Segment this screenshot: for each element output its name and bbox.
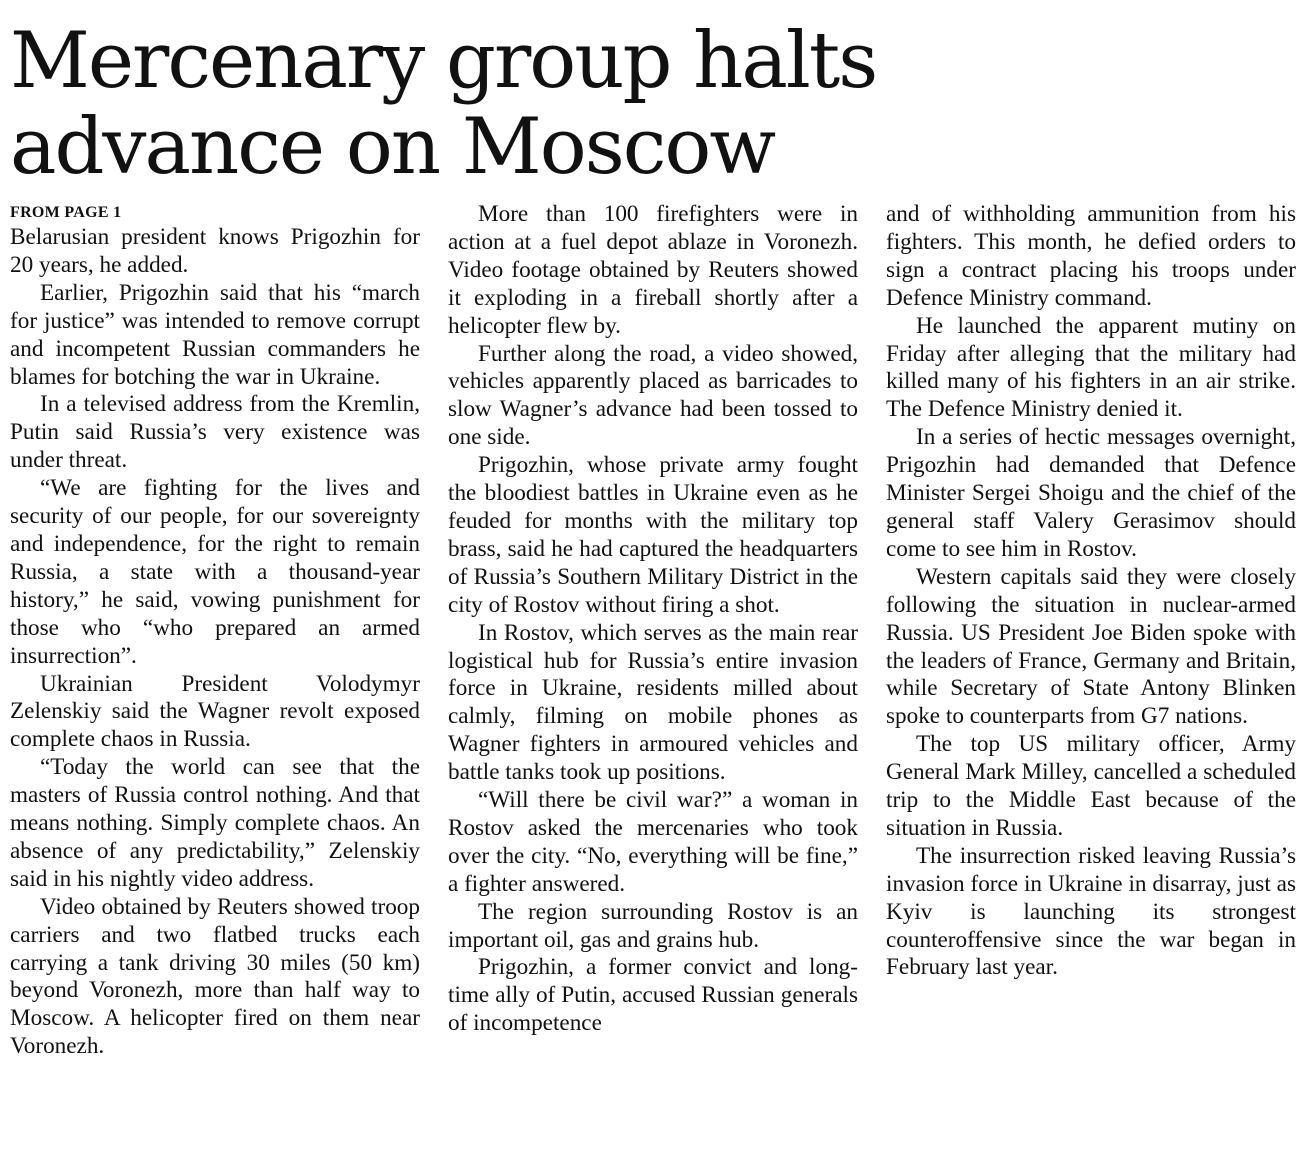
- article-column-1: [10, 202, 420, 1061]
- paragraph: Prigozhin, whose private army fought the bloodiest battles in Ukraine even as he feuded for months with the military top brass, said he had captured the headquarters of Russia’s Southern Military District in the city of Rostov without firing a shot.: [448, 452, 858, 618]
- paragraph: and of withholding ammunition from his fighters. This month, he defied orders to sign a contract placing his troops under Defence Ministry command.: [886, 201, 1296, 311]
- paragraph: “Will there be civil war?” a woman in Rostov asked the mercenaries who took over the city. “No, everything will be fine,” a fighter answered.: [448, 787, 858, 897]
- paragraph: Prigozhin, a former convict and long-time ally of Putin, accused Russian generals of incompetence: [448, 954, 858, 1037]
- paragraph: “We are fighting for the lives and security of our people, for our sovereignty and independence, for the right to remain Russia, a state with a thousand-year history,” he said, vowing punishment for those who “who prepared an armed insurrection”.: [10, 475, 420, 669]
- paragraph: In Rostov, which serves as the main rear logistical hub for Russia’s entire invasion force in Ukraine, residents milled about calmly, filming on mobile phones as Wagner fighters in armoured vehicles and battle tanks took up positions.: [448, 619, 858, 786]
- paragraph: He launched the apparent mutiny on Friday after alleging that the military had killed many of his fighters in an air strike. The Defence Ministry denied it.: [886, 312, 1296, 423]
- paragraph: In a series of hectic messages overnight, Prigozhin had demanded that Defence Minister Sergei Shoigu and the chief of the general staff Valery Gerasimov should come to see him in Rostov.: [886, 424, 1296, 562]
- paragraph: In a televised address from the Kremlin, Putin said Russia’s very existence was under threat.: [10, 391, 420, 474]
- continued-from-kicker: FROM PAGE 1: [10, 204, 122, 221]
- headline: [10, 18, 1300, 190]
- headline-line-2: advance on Moscow: [10, 102, 775, 192]
- paragraph: Earlier, Prigozhin said that his “march for justice” was intended to remove corrupt and incompetent Russian commanders he blames for botching the war in Ukraine.: [10, 279, 420, 390]
- paragraph: The top US military officer, Army General Mark Milley, cancelled a scheduled trip to the Middle East because of the situation in Russia.: [886, 731, 1296, 841]
- paragraph: Western capitals said they were closely following the situation in nuclear-armed Russia. US President Joe Biden spoke with the leaders of France, Germany and Britain, while Secretary of State Antony Blinken spoke to counterparts from G7 nations.: [886, 563, 1296, 730]
- paragraph: Belarusian president knows Prigozhin for 20 years, he added.: [10, 224, 420, 278]
- headline-line-1: Mercenary group halts: [10, 16, 877, 106]
- article-column-3: [886, 201, 1296, 982]
- paragraph: The insurrection risked leaving Russia’s invasion force in Ukraine in disarray, just as Kyiv is launching its strongest counteroffensive since the war began in February last year.: [886, 842, 1296, 981]
- paragraph: More than 100 firefighters were in action at a fuel depot ablaze in Voronezh. Video footage obtained by Reuters showed it exploding in a fireball shortly after a helicopter flew by.: [448, 201, 858, 339]
- paragraph: Ukrainian President Volodymyr Zelenskiy said the Wagner revolt exposed complete chaos in Russia.: [10, 670, 420, 753]
- paragraph: The region surrounding Rostov is an important oil, gas and grains hub.: [448, 898, 858, 953]
- paragraph: Video obtained by Reuters showed troop carriers and two flatbed trucks each carrying a tank driving 30 miles (50 km) beyond Voronezh, more than half way to Moscow. A helicopter fired on them near Voronezh.: [10, 893, 420, 1060]
- article-column-2: [448, 201, 858, 1038]
- paragraph: Further along the road, a video showed, vehicles apparently placed as barricades to slow Wagner’s advance had been tossed to one side.: [448, 340, 858, 451]
- paragraph: “Today the world can see that the masters of Russia control nothing. And that means nothing. Simply complete chaos. An absence of any predictability,” Zelenskiy said in his nightly video address.: [10, 754, 420, 892]
